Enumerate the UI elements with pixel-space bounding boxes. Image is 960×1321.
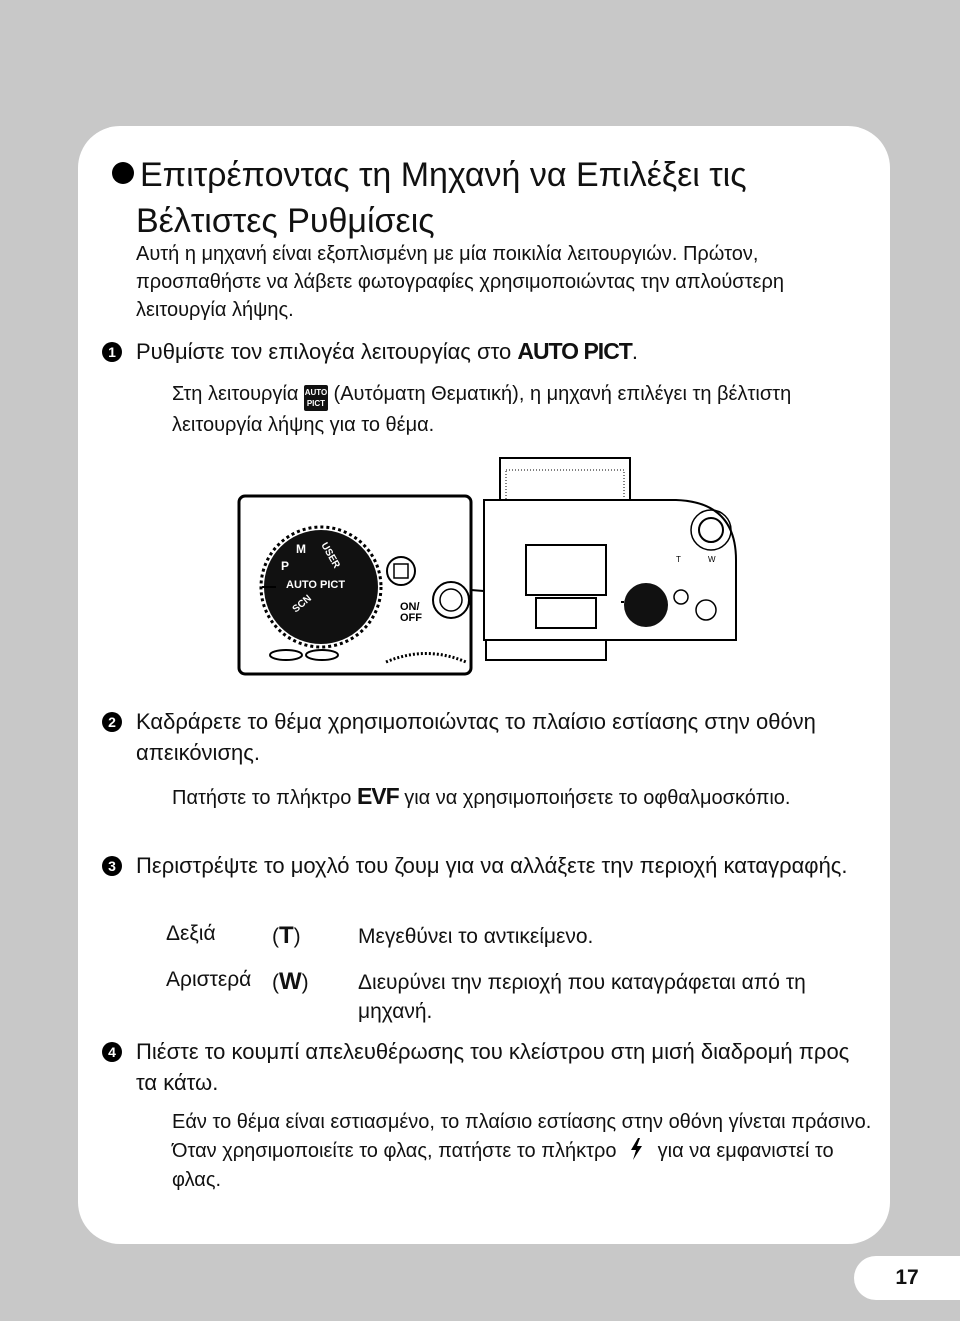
step-number: 2 xyxy=(102,712,122,732)
step-number: 4 xyxy=(102,1042,122,1062)
intro-text: Αυτή η μηχανή είναι εξοπλισμένη με μία ποικιλία λειτουργιών. Πρώτον, προσπαθήστε να λάβετε φωτογραφίες χρησιμοποιώντας την απλούστερη λειτουργία λήψης. xyxy=(136,243,784,321)
power-label-1: ON/ xyxy=(400,601,420,613)
mode-dial-small xyxy=(624,583,668,627)
dial-label-p: P xyxy=(281,559,290,573)
step-1: 1 Ρυθμίστε τον επιλογέα λειτουργίας στο AUTO PICT. xyxy=(102,336,862,367)
step-4-note: Εάν το θέμα είναι εστιασμένο, το πλαίσιο εστίασης στην οθόνη γίνεται πράσινο. Όταν χρησιμοποιείτε το φλας, πατήστε το πλήκτρο για να εμφανιστεί το φλας. xyxy=(172,1111,872,1191)
zoom-key-t: T xyxy=(279,922,294,949)
step-number: 1 xyxy=(102,342,122,362)
step-number: 3 xyxy=(102,856,122,876)
bullet-icon xyxy=(112,162,134,184)
shutter-button xyxy=(699,518,723,542)
camera-illustration xyxy=(236,450,766,680)
step-4: 4 Πιέστε το κουμπί απελευθέρωσης του κλείστρου στη μισή διαδρομή προς τα κάτω. xyxy=(102,1036,862,1098)
step-2-note: Πατήστε το πλήκτρο EVF για να χρησιμοποιήσετε το οφθαλμοσκόπιο. xyxy=(172,783,791,809)
power-button-large xyxy=(433,582,469,618)
auto-pict-icon: AUTO PICT xyxy=(304,385,328,411)
zoom-mark-t: T xyxy=(676,555,681,564)
step-2: 2 Καδράρετε το θέμα χρησιμοποιώντας το πλαίσιο εστίασης στην οθόνη απεικόνισης. xyxy=(102,706,862,768)
section-title: Επιτρέποντας τη Μηχανή να Επιλέξει τις Βέλτιστες Ρυθμίσεις xyxy=(112,152,872,244)
evf-key: EVF xyxy=(356,783,399,809)
step-1-note: Στη λειτουργία AUTO PICT (Αυτόματη Θεματική), η μηχανή επιλέγει τη βέλτιστη λειτουργία λήψης για το θέμα. xyxy=(172,383,792,436)
dial-label-m: M xyxy=(296,542,306,556)
dial-label-scn: SCN xyxy=(290,593,314,616)
page-number: 17 xyxy=(854,1256,960,1300)
zoom-key-w: W xyxy=(279,968,302,995)
step-3: 3 Περιστρέψτε το μοχλό του ζουμ για να αλλάξετε την περιοχή καταγραφής. xyxy=(102,850,862,881)
mode-auto-pict: AUTO PICT xyxy=(517,338,632,364)
flash-icon xyxy=(628,1137,646,1161)
dial-label-auto-pict: AUTO PICT xyxy=(286,579,346,591)
dial-label-user: USER xyxy=(318,540,342,571)
zoom-mark-w: W xyxy=(708,555,716,564)
power-label-2: OFF xyxy=(400,612,422,624)
